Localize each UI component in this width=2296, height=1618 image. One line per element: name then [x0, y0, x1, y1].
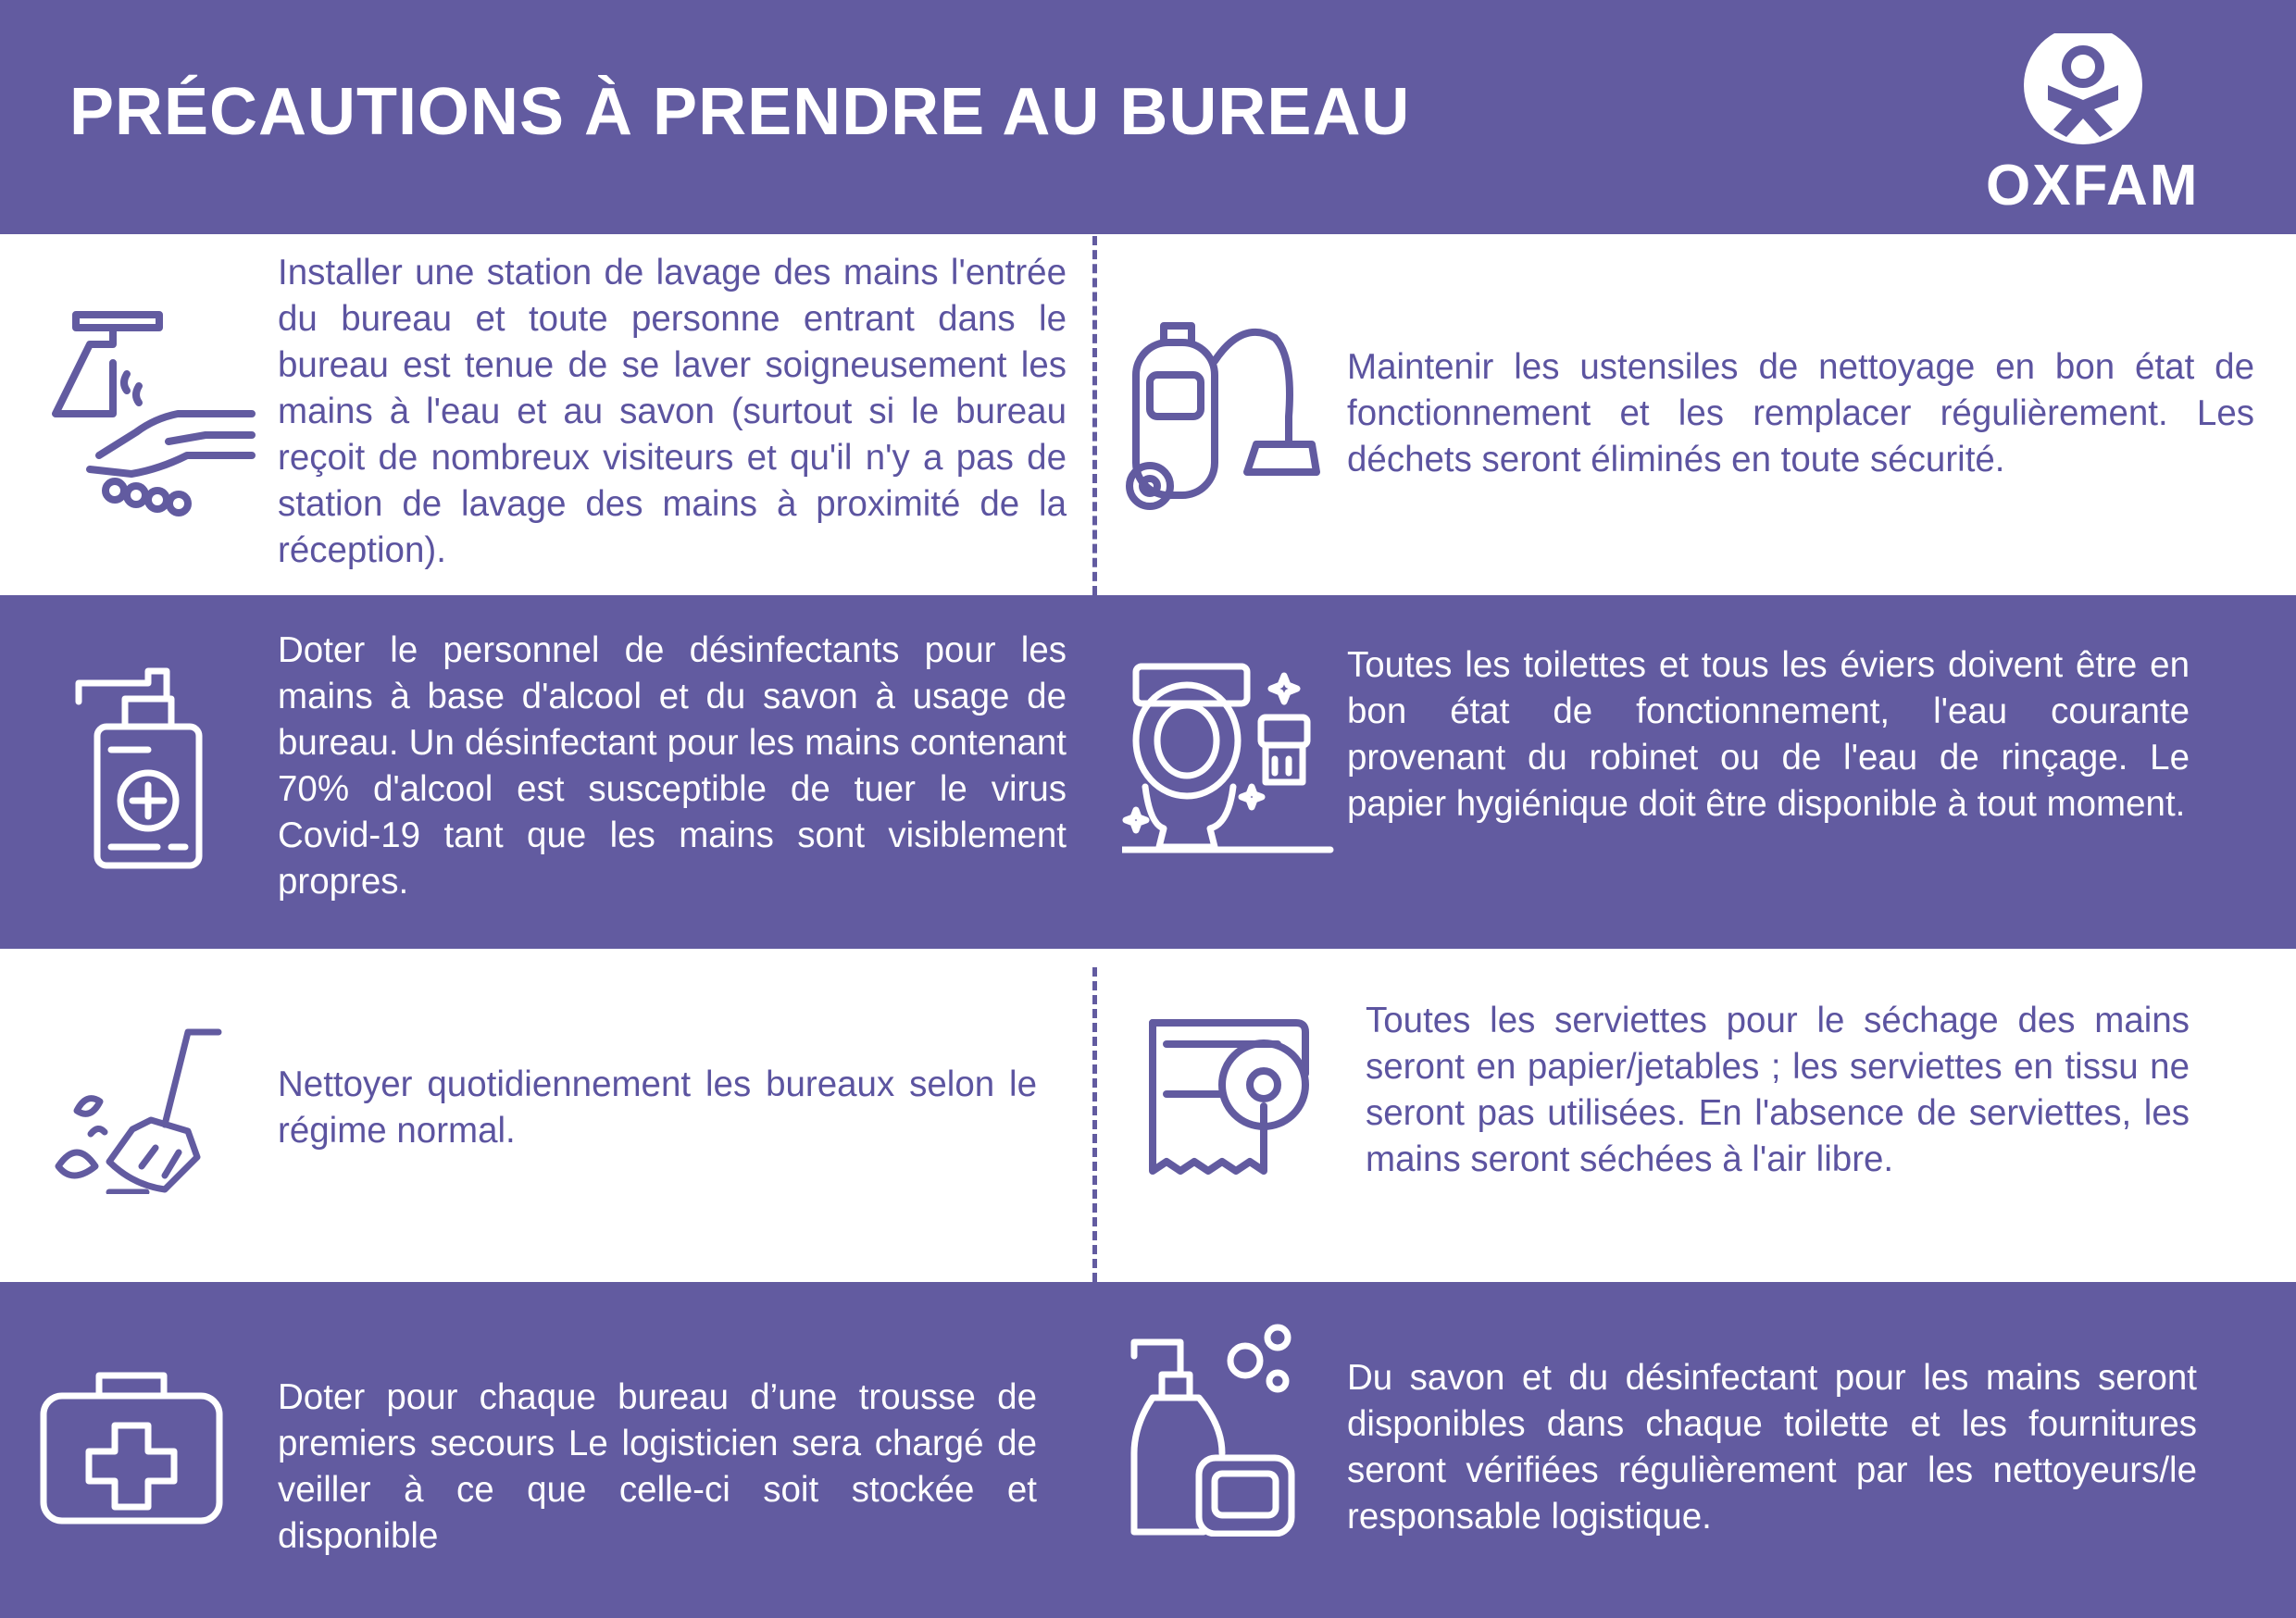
- item-text: Installer une station de lavage des mains l'entrée du bureau et toute personne entrant dans le bureau est tenue de se laver soigneusement les mains à l'eau et au savon (surtout si le bureau reçoit de nombreux visiteurs et qu'il n'y a pas de station de lavage des mains à proximité de la réception).: [278, 253, 1067, 570]
- header-banner: [0, 0, 2296, 234]
- logo-wordmark: OXFAM: [1986, 154, 2200, 218]
- paper-towel-roll-icon: [1148, 1018, 1310, 1180]
- column-divider: [1092, 236, 1097, 595]
- column-divider: [1092, 967, 1097, 1282]
- item-text: Doter le personnel de désinfectants pour les mains à base d'alcool et du savon à usage de bureau. Un désinfectant pour les mains contenant 70% d'alcool est susceptible de tuer le virus Covid-19 tant que les mains sont visiblement propres.: [278, 630, 1067, 902]
- item-text: Maintenir les ustensiles de nettoyage en bon état de fonctionnement et les remplacer régulièrement. Les déchets seront éliminés en toute sécurité.: [1347, 347, 2254, 479]
- item-text: Toutes les toilettes et tous les éviers doivent être en bon état de fonctionnement, l'eau courante provenant du robinet ou de l'eau de rinçage. Le papier hygiénique doit être disponible à tout moment.: [1347, 645, 2190, 824]
- first-aid-kit-icon: [39, 1368, 224, 1525]
- item-text: Nettoyer quotidiennement les bureaux selon le régime normal.: [278, 1064, 1037, 1151]
- hand-sanitizer-icon: [74, 666, 213, 870]
- item-text: Toutes les serviettes pour le séchage des mains seront en papier/jetables ; les serviettes en tissu ne seront pas utilisées. En l'absence de serviettes, les mains seront séchées à l'air libre.: [1366, 1001, 2190, 1179]
- toilet-icon: [1122, 662, 1335, 856]
- item-text: Du savon et du désinfectant pour les mains seront disponibles dans chaque toilette et les fournitures seront vérifiées régulièrement par les nettoyeurs/le responsable logistique.: [1347, 1358, 2197, 1537]
- page-title: PRÉCAUTIONS À PRENDRE AU BUREAU: [69, 75, 1411, 149]
- vacuum-cleaner-icon: [1122, 315, 1330, 523]
- soap-bottle-icon: [1129, 1324, 1296, 1537]
- hand-washing-icon: [48, 307, 261, 520]
- broom-icon: [54, 1027, 230, 1194]
- item-text: Doter pour chaque bureau d’une trousse de premiers secours Le logisticien sera chargé de veiller à ce que celle-ci soit stockée et disponible: [278, 1377, 1037, 1556]
